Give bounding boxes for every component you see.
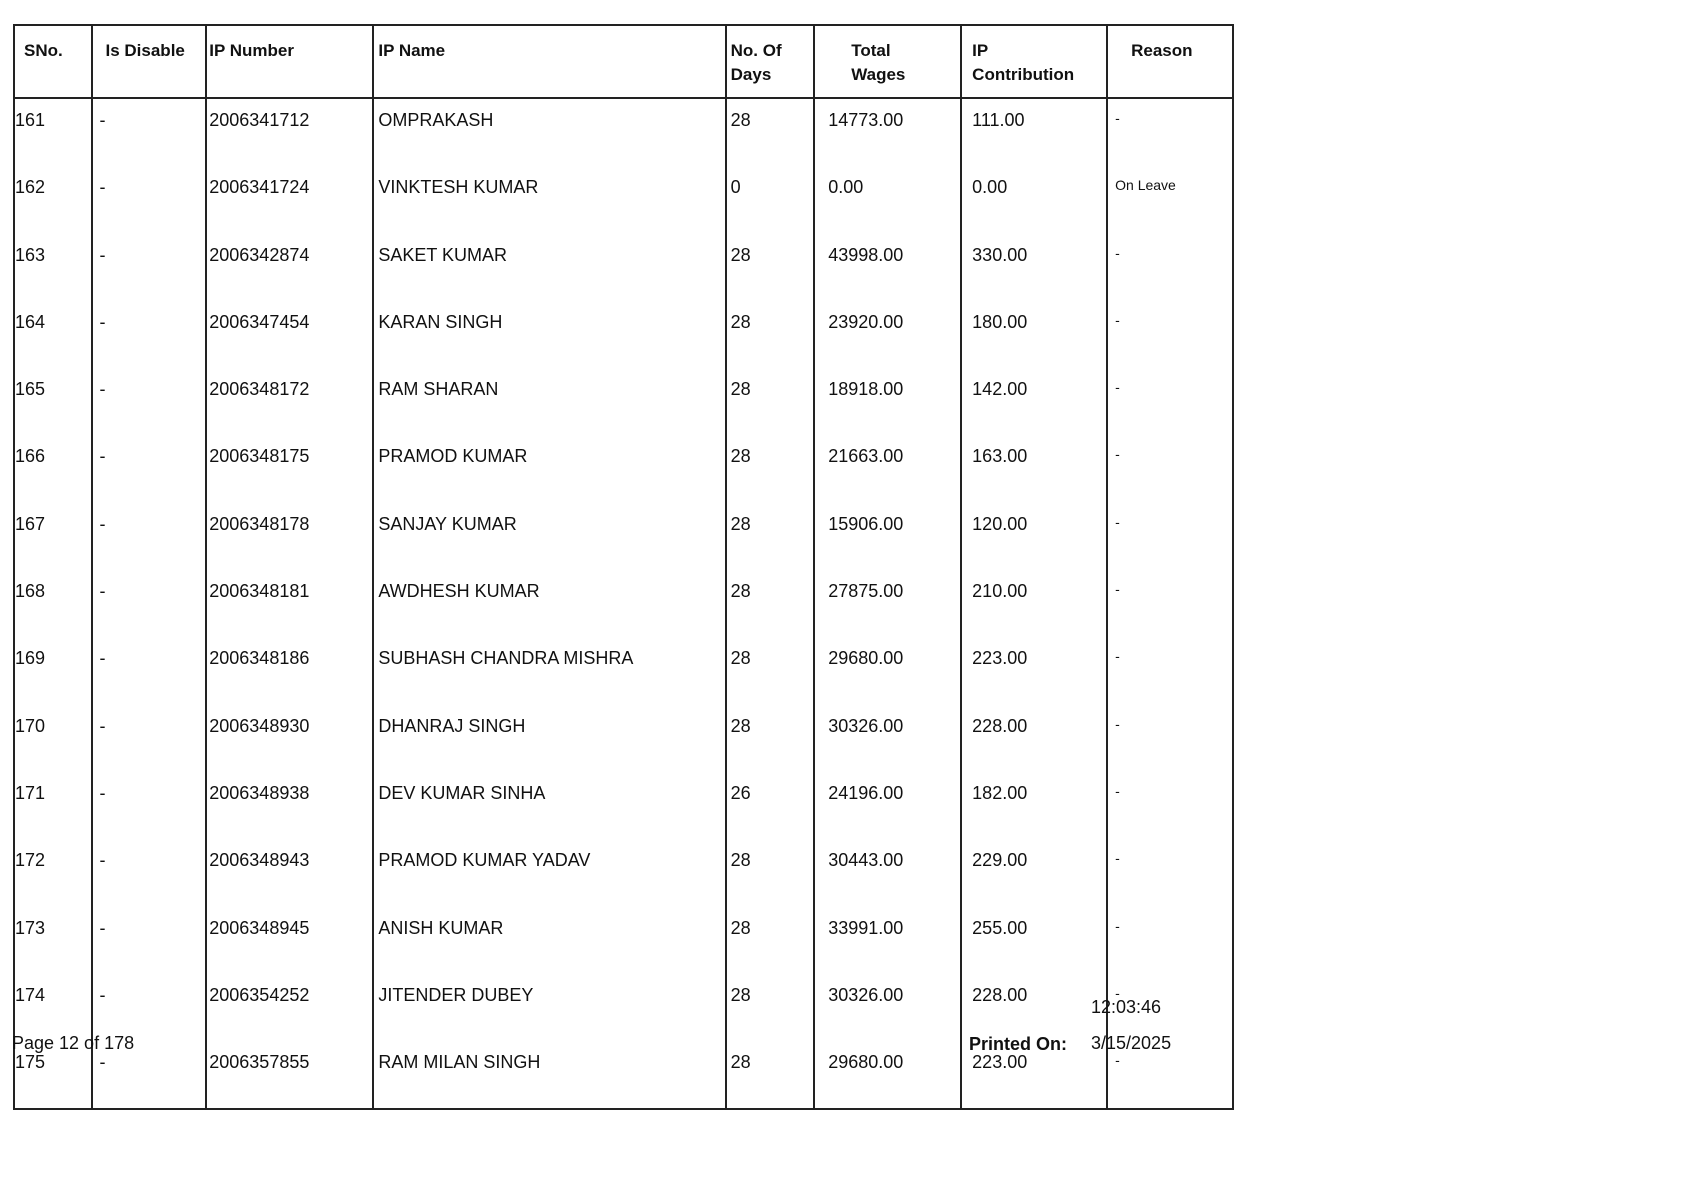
cell-ip-name: OMPRAKASH <box>373 98 725 166</box>
cell-days: 28 <box>726 435 815 502</box>
cell-reason: - <box>1115 648 1120 665</box>
cell-total-wages: 29680.00 <box>814 637 961 704</box>
cell-is-disable: - <box>92 705 207 772</box>
cell-ip-contribution: 223.00 <box>961 1041 1107 1109</box>
header-is-disable: Is Disable <box>92 25 207 98</box>
table-row <box>14 637 1233 704</box>
cell-days: 28 <box>726 234 815 301</box>
cell-is-disable: - <box>92 907 207 974</box>
cell-ip-name: PRAMOD KUMAR <box>373 435 725 502</box>
cell-total-wages: 30326.00 <box>814 974 961 1041</box>
cell-is-disable: - <box>92 98 207 166</box>
table-row <box>14 301 1233 368</box>
cell-sno: 171 <box>14 772 92 839</box>
cell-ip-number: 2006348172 <box>206 368 373 435</box>
cell-sno: 162 <box>14 166 92 233</box>
header-no-of-days-line1: No. Of <box>730 41 782 60</box>
cell-ip-name: JITENDER DUBEY <box>373 974 725 1041</box>
cell-sno: 165 <box>14 368 92 435</box>
cell-is-disable: - <box>92 503 207 570</box>
cell-reason: On Leave <box>1115 177 1176 194</box>
cell-ip-contribution: 163.00 <box>961 435 1107 502</box>
cell-days: 28 <box>726 705 815 772</box>
cell-sno: 163 <box>14 234 92 301</box>
cell-total-wages: 24196.00 <box>814 772 961 839</box>
cell-reason: - <box>1115 244 1120 261</box>
cell-reason: - <box>1115 782 1120 799</box>
cell-ip-name: ANISH KUMAR <box>373 907 725 974</box>
cell-ip-number: 2006354252 <box>206 974 373 1041</box>
cell-ip-name: SUBHASH CHANDRA MISHRA <box>373 637 725 704</box>
cell-ip-contribution: 180.00 <box>961 301 1107 368</box>
cell-ip-contribution: 0.00 <box>961 166 1107 233</box>
table-row <box>14 435 1233 502</box>
table-header-row <box>14 25 1233 98</box>
cell-sno: 173 <box>14 907 92 974</box>
cell-days: 26 <box>726 772 815 839</box>
header-ip-contribution-line1: IP <box>972 41 989 60</box>
cell-days: 28 <box>726 503 815 570</box>
cell-days: 28 <box>726 368 815 435</box>
cell-ip-number: 2006348930 <box>206 705 373 772</box>
cell-reason: - <box>1115 379 1120 396</box>
header-no-of-days <box>726 25 815 98</box>
cell-is-disable: - <box>92 570 207 637</box>
cell-days: 0 <box>726 166 815 233</box>
cell-ip-number: 2006348945 <box>206 907 373 974</box>
cell-ip-name: VINKTESH KUMAR <box>373 166 725 233</box>
cell-ip-number: 2006357855 <box>206 1041 373 1109</box>
cell-total-wages: 21663.00 <box>814 435 961 502</box>
cell-is-disable: - <box>92 839 207 906</box>
table-row <box>14 234 1233 301</box>
cell-sno: 168 <box>14 570 92 637</box>
cell-ip-number: 2006347454 <box>206 301 373 368</box>
cell-is-disable: - <box>92 435 207 502</box>
cell-ip-number: 2006348178 <box>206 503 373 570</box>
cell-total-wages: 0.00 <box>814 166 961 233</box>
cell-days: 28 <box>726 301 815 368</box>
header-sno: SNo. <box>14 25 92 98</box>
cell-ip-name: DEV KUMAR SINHA <box>373 772 725 839</box>
table-row <box>14 98 1233 166</box>
cell-ip-name: KARAN SINGH <box>373 301 725 368</box>
cell-reason: - <box>1115 850 1120 867</box>
table-row <box>14 166 1233 233</box>
cell-total-wages: 14773.00 <box>814 98 961 166</box>
cell-total-wages: 29680.00 <box>814 1041 961 1109</box>
table-row <box>14 772 1233 839</box>
table-row <box>14 907 1233 974</box>
table-row <box>14 570 1233 637</box>
cell-sno: 174 <box>14 974 92 1041</box>
cell-sno: 175 <box>14 1041 92 1109</box>
cell-total-wages: 15906.00 <box>814 503 961 570</box>
cell-ip-contribution: 228.00 <box>961 974 1107 1041</box>
printed-on-label: Printed On: <box>969 1034 1067 1054</box>
header-total-wages-line1: Total <box>851 41 891 60</box>
cell-ip-contribution: 228.00 <box>961 705 1107 772</box>
cell-is-disable: - <box>92 368 207 435</box>
cell-ip-name: SAKET KUMAR <box>373 234 725 301</box>
cell-sno: 166 <box>14 435 92 502</box>
cell-ip-name: DHANRAJ SINGH <box>373 705 725 772</box>
cell-sno: 161 <box>14 98 92 166</box>
header-ip-contribution-line2: Contribution <box>972 65 1075 84</box>
table-row <box>14 705 1233 772</box>
cell-ip-name: AWDHESH KUMAR <box>373 570 725 637</box>
cell-sno: 170 <box>14 705 92 772</box>
cell-days: 28 <box>726 907 815 974</box>
cell-sno: 167 <box>14 503 92 570</box>
cell-total-wages: 23920.00 <box>814 301 961 368</box>
cell-ip-number: 2006342874 <box>206 234 373 301</box>
cell-is-disable: - <box>92 1041 207 1109</box>
cell-ip-number: 2006348181 <box>206 570 373 637</box>
cell-days: 28 <box>726 839 815 906</box>
cell-reason: - <box>1115 513 1120 530</box>
cell-reason: - <box>1115 917 1120 934</box>
cell-is-disable: - <box>92 301 207 368</box>
table-body <box>14 98 1233 1109</box>
cell-is-disable: - <box>92 637 207 704</box>
cell-sno: 169 <box>14 637 92 704</box>
printed-date: 3/15/2025 <box>1091 1033 1172 1053</box>
cell-ip-number: 2006341724 <box>206 166 373 233</box>
header-no-of-days-line2: Days <box>730 65 772 84</box>
header-reason: Reason <box>1107 25 1233 98</box>
table-row <box>14 368 1233 435</box>
page-number: Page 12 of 178 <box>12 1033 135 1053</box>
cell-ip-contribution: 223.00 <box>961 637 1107 704</box>
contribution-table <box>13 24 1234 1110</box>
cell-reason: - <box>1115 446 1120 463</box>
cell-days: 28 <box>726 570 815 637</box>
cell-sno: 172 <box>14 839 92 906</box>
printed-time: 12:03:46 <box>1091 997 1162 1017</box>
cell-total-wages: 30326.00 <box>814 705 961 772</box>
cell-total-wages: 27875.00 <box>814 570 961 637</box>
cell-days: 28 <box>726 1041 815 1109</box>
cell-days: 28 <box>726 974 815 1041</box>
header-ip-name: IP Name <box>373 25 725 98</box>
cell-ip-name: SANJAY KUMAR <box>373 503 725 570</box>
header-total-wages <box>814 25 961 98</box>
table-row <box>14 503 1233 570</box>
cell-ip-contribution: 111.00 <box>961 98 1107 166</box>
cell-total-wages: 43998.00 <box>814 234 961 301</box>
cell-is-disable: - <box>92 234 207 301</box>
cell-total-wages: 30443.00 <box>814 839 961 906</box>
cell-ip-number: 2006348186 <box>206 637 373 704</box>
cell-is-disable: - <box>92 974 207 1041</box>
cell-ip-name: PRAMOD KUMAR YADAV <box>373 839 725 906</box>
cell-ip-number: 2006348943 <box>206 839 373 906</box>
table-row <box>14 974 1233 1041</box>
cell-ip-number: 2006348175 <box>206 435 373 502</box>
cell-ip-contribution: 182.00 <box>961 772 1107 839</box>
cell-days: 28 <box>726 98 815 166</box>
cell-ip-name: RAM MILAN SINGH <box>373 1041 725 1109</box>
cell-ip-contribution: 142.00 <box>961 368 1107 435</box>
cell-ip-name: RAM SHARAN <box>373 368 725 435</box>
cell-reason: - <box>1115 715 1120 732</box>
cell-reason: - <box>1115 1052 1120 1069</box>
cell-ip-number: 2006341712 <box>206 98 373 166</box>
cell-reason: - <box>1115 984 1120 1001</box>
cell-ip-number: 2006348938 <box>206 772 373 839</box>
cell-ip-contribution: 255.00 <box>961 907 1107 974</box>
cell-reason: - <box>1115 110 1120 126</box>
cell-reason: - <box>1115 311 1120 328</box>
header-ip-contribution <box>961 25 1107 98</box>
cell-ip-contribution: 229.00 <box>961 839 1107 906</box>
cell-total-wages: 18918.00 <box>814 368 961 435</box>
cell-sno: 164 <box>14 301 92 368</box>
cell-reason: - <box>1115 581 1120 598</box>
cell-is-disable: - <box>92 772 207 839</box>
table-row <box>14 839 1233 906</box>
cell-ip-contribution: 120.00 <box>961 503 1107 570</box>
cell-ip-contribution: 330.00 <box>961 234 1107 301</box>
cell-is-disable: - <box>92 166 207 233</box>
header-total-wages-line2: Wages <box>851 65 906 84</box>
header-ip-number: IP Number <box>206 25 373 98</box>
cell-total-wages: 33991.00 <box>814 907 961 974</box>
cell-ip-contribution: 210.00 <box>961 570 1107 637</box>
cell-days: 28 <box>726 637 815 704</box>
